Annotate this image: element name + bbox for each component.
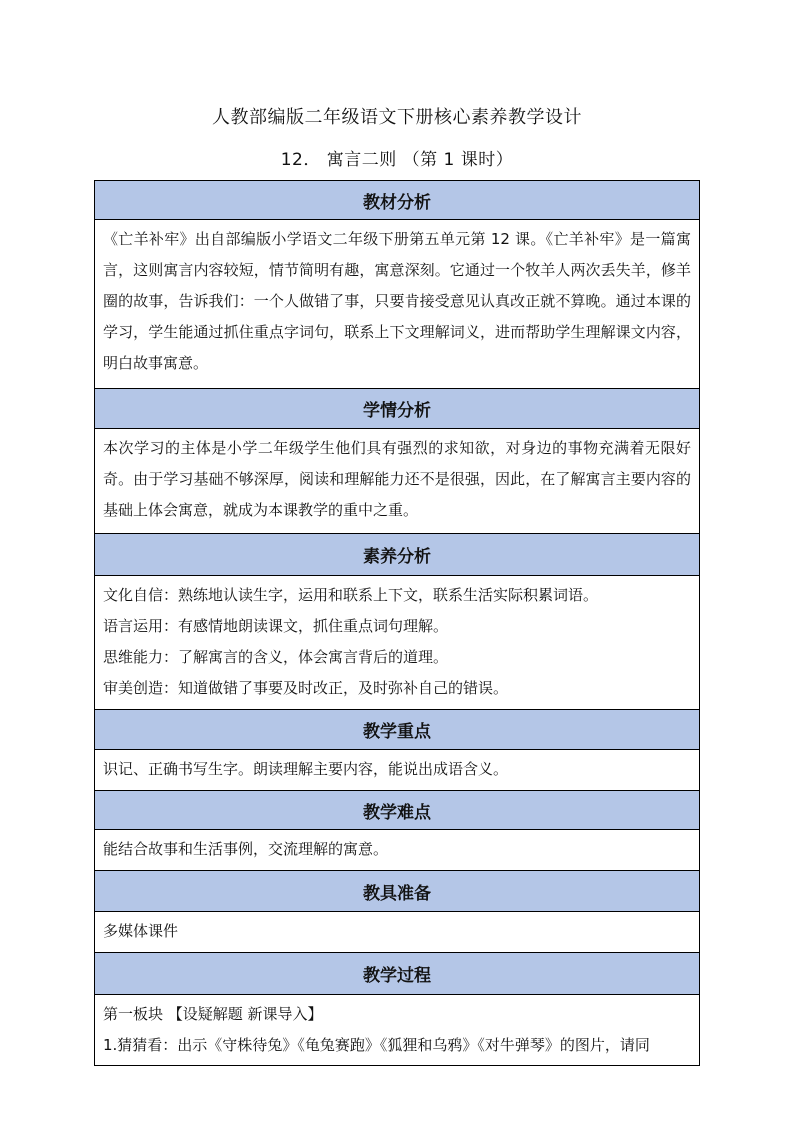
section-heading-student-analysis: 学情分析 xyxy=(95,389,700,429)
process-line-step-one: 1.猜猜看：出示《守株待兔》《龟兔赛跑》《狐狸和乌鸦》《对牛弹琴》的图片，请同 xyxy=(103,1036,650,1054)
section-heading-literacy-analysis: 素养分析 xyxy=(95,534,700,576)
literacy-line-thinking: 思维能力：了解寓言的含义，体会寓言背后的道理。 xyxy=(103,648,449,666)
section-body-student-analysis: 本次学习的主体是小学二年级学生他们具有强烈的求知欲，对身边的事物充满着无限好奇。由于学习基础不够深厚，阅读和理解能力还不是很强，因此，在了解寓言主要内容的基础上体会寓意，就成为本课教学的重中之重。 xyxy=(95,429,700,534)
section-heading-process: 教学过程 xyxy=(95,953,700,995)
lesson-subtitle: 12． 寓言二则 （第 1 课时） xyxy=(280,150,514,170)
literacy-line-language: 语言运用：有感情地朗读课文，抓住重点词句理解。 xyxy=(103,617,449,635)
section-body-materials: 多媒体课件 xyxy=(95,912,700,953)
literacy-line-aesthetic: 审美创造：知道做错了事要及时改正，及时弥补自己的错误。 xyxy=(103,679,509,697)
process-line-block-one: 第一板块 【设疑解题 新课导入】 xyxy=(103,1005,323,1023)
section-heading-textbook-analysis: 教材分析 xyxy=(95,181,700,220)
document-title: 人教部编版二年级语文下册核心素养教学设计 xyxy=(212,107,582,128)
section-body-literacy-analysis xyxy=(95,576,700,710)
section-body-textbook-analysis: 《亡羊补牢》出自部编版小学语文二年级下册第五单元第 12 课。《亡羊补牢》是一篇寓言，这则寓言内容较短，情节简明有趣，寓意深刻。它通过一个牧羊人两次丢失羊，修羊圈的故事，告诉我们：一个人做错了事，只要肯接受意见认真改正就不算晚。通过本课的学习，学生能通过抓住重点字词句，联系上下文理解词义，进而帮助学生理解课文内容，明白故事寓意。 xyxy=(95,220,700,389)
section-body-key-points: 识记、正确书写生字。朗读理解主要内容，能说出成语含义。 xyxy=(95,750,700,791)
lesson-plan-table xyxy=(94,180,700,1066)
section-heading-materials: 教具准备 xyxy=(95,871,700,912)
section-heading-key-points: 教学重点 xyxy=(95,710,700,750)
section-heading-difficulties: 教学难点 xyxy=(95,791,700,830)
section-body-difficulties: 能结合故事和生活事例，交流理解的寓意。 xyxy=(95,830,700,871)
section-body-process xyxy=(95,995,700,1066)
literacy-line-culture: 文化自信：熟练地认读生字，运用和联系上下文，联系生活实际积累词语。 xyxy=(103,586,599,604)
